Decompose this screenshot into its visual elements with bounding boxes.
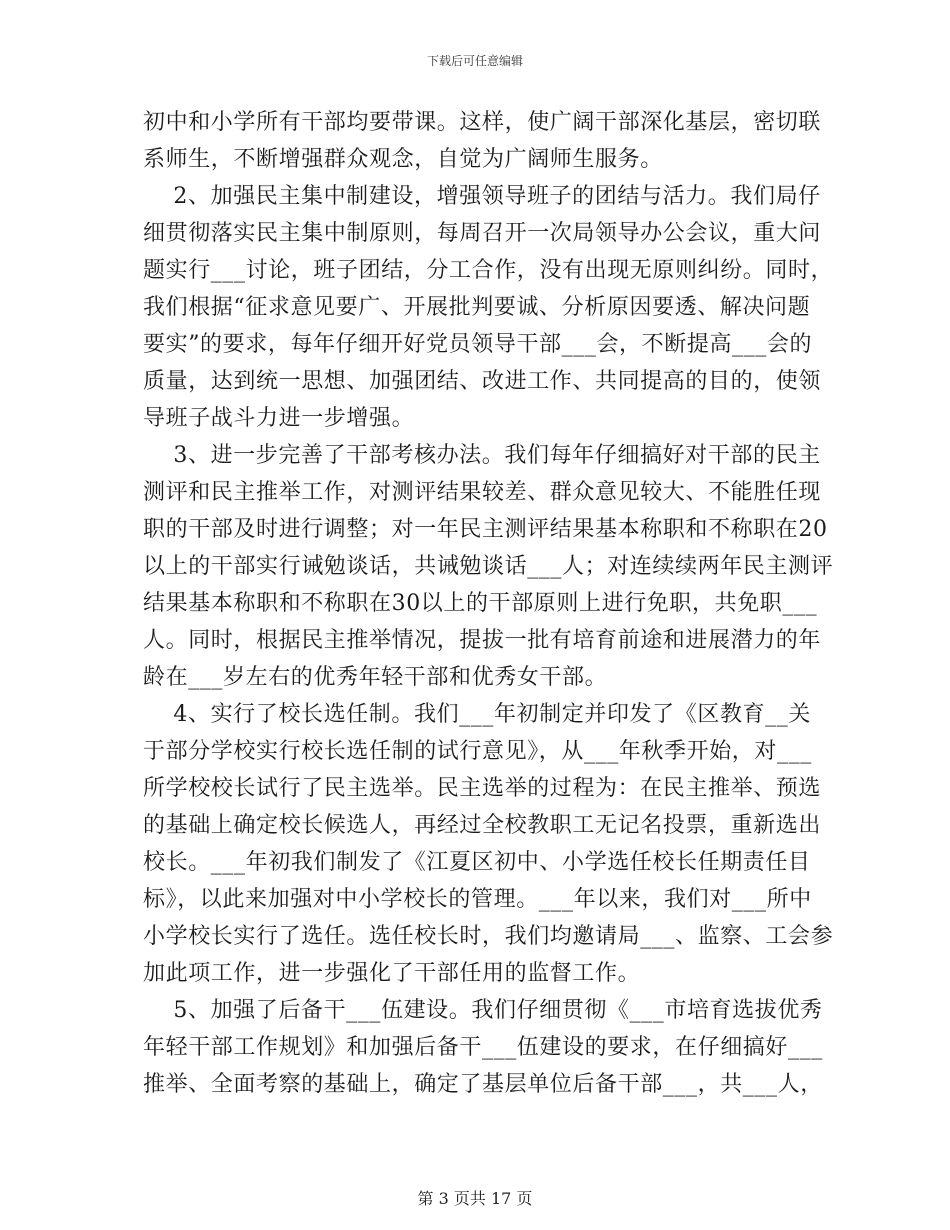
text-line: 小学校长实行了选任。选任校长时，我们均邀请局___、监察、工会参: [143, 924, 834, 949]
text-line: 推举、全面考察的基础上，确定了基层单位后备干部___，共___人，: [143, 1072, 823, 1097]
text-line: 细贯彻落实民主集中制原则，每周召开一次局领导办公会议，重大问: [143, 221, 822, 246]
text-line: 标》，以此来加强对中小学校长的管理。___年以来，我们对___所中: [143, 887, 812, 912]
text-line: 质量，达到统一思想、加强团结、改进工作、共同提高的目的，使领: [143, 369, 822, 394]
text-line: 4、实行了校长选任制。我们___年初制定并印发了《区教育__关: [143, 702, 811, 727]
text-line: 以上的干部实行诫勉谈话，共诫勉谈话___人；对连续续两年民主测评: [143, 554, 834, 579]
page-footer: 第 3 页共 17 页: [417, 1189, 533, 1208]
text-line: 5、加强了后备干___伍建设。我们仔细贯彻《___市培育选拔优秀: [143, 998, 823, 1023]
text-line: 龄在___岁左右的优秀年轻干部和优秀女干部。: [143, 665, 608, 690]
text-line: 要实”的要求，每年仔细开好党员领导干部___会，不断提高___会的: [143, 332, 813, 357]
text-line: 人。同时，根据民主推举情况，提拔一批有培育前途和进展潜力的年: [143, 628, 822, 653]
text-line: 年轻干部工作规划》和加强后备干___伍建设的要求，在仔细搞好___: [143, 1035, 823, 1060]
text-line: 系师生，不断增强群众观念，自觉为广阔师生服务。: [143, 147, 663, 172]
text-line: 我们根据“征求意见要广、开展批判要诚、分析原因要透、解决问题: [143, 295, 811, 320]
text-line: 校长。___年初我们制发了《江夏区初中、小学选任校长任期责任目: [143, 850, 811, 875]
text-line: 加此项工作，进一步强化了干部任用的监督工作。: [143, 961, 641, 986]
text-line: 题实行___讨论，班子团结，分工合作，没有出现无原则纠纷。同时，: [143, 258, 834, 283]
page-header: 下载后可任意编辑: [426, 54, 523, 68]
text-line: 结果基本称职和不称职在30以上的干部原则上进行免职，共免职___: [143, 591, 818, 616]
text-line: 3、进一步完善了干部考核办法。我们每年仔细搞好对干部的民主: [143, 443, 821, 468]
text-line: 导班子战斗力进一步增强。: [143, 406, 415, 431]
text-line: 初中和小学所有干部均要带课。这样，使广阔干部深化基层，密切联: [143, 110, 822, 135]
text-line: 测评和民主推举工作，对测评结果较差、群众意见较大、不能胜任现: [143, 480, 822, 505]
text-line: 2、加强民主集中制建设，增强领导班子的团结与活力。我们局仔: [143, 184, 821, 209]
text-line: 职的干部及时进行调整；对一年民主测评结果基本称职和不称职在20: [143, 517, 828, 542]
text-line: 所学校校长试行了民主选举。民主选举的过程为：在民主推举、预选: [143, 776, 822, 801]
text-line: 于部分学校实行校长选任制的试行意见》，从___年秋季开始，对___: [143, 739, 812, 764]
document-body: [143, 104, 834, 1103]
text-line: 的基础上确定校长候选人，再经过全校教职工无记名投票，重新选出: [143, 813, 822, 838]
